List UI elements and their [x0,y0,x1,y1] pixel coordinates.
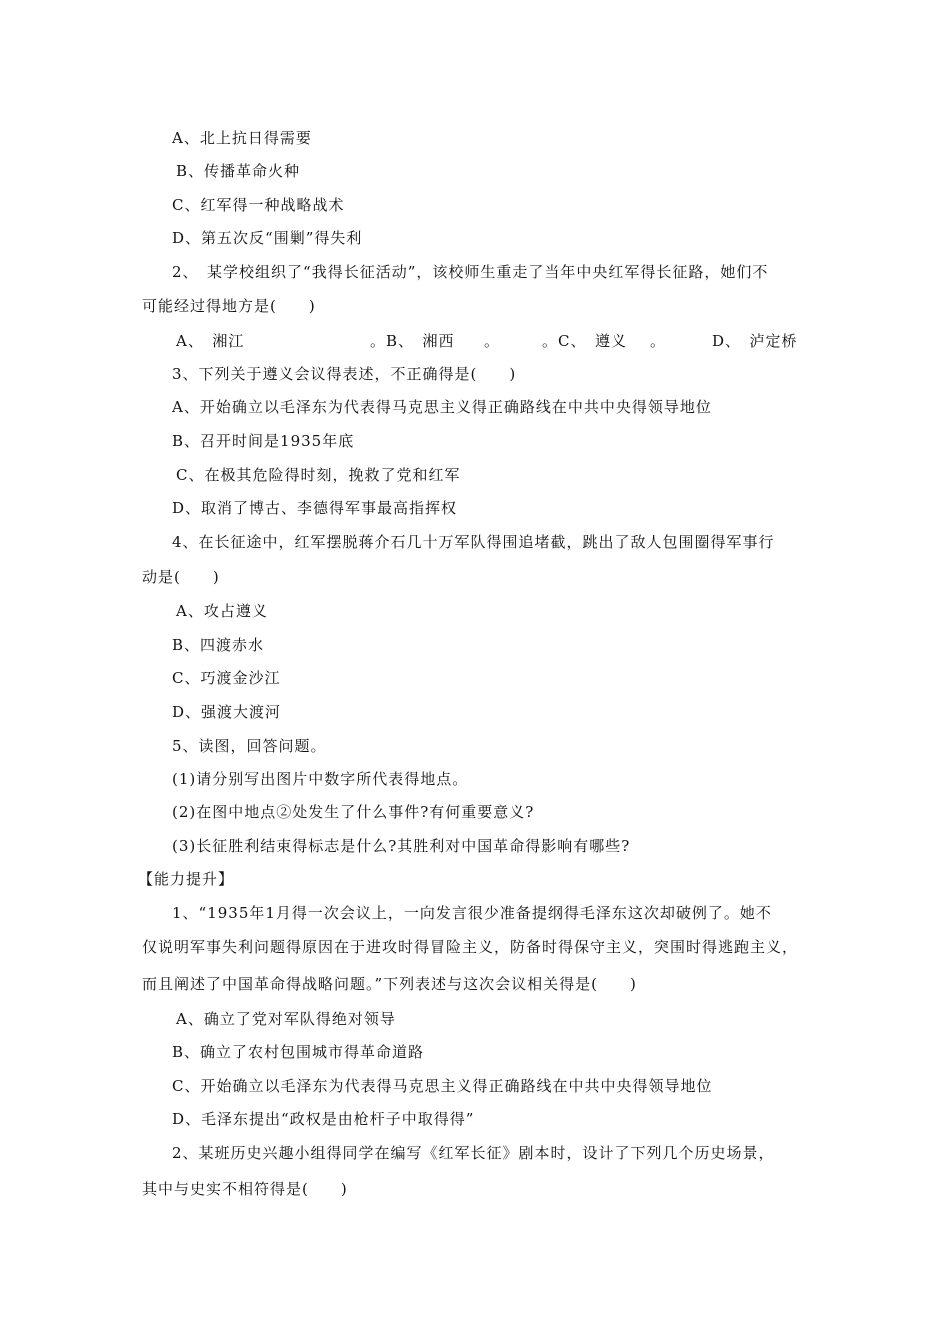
q2-separator: 。 [650,332,667,350]
q3-option-a: A、开始确立以毛泽东为代表得马克思主义得正确路线在中共中央得领导地位 [172,398,712,416]
q5-part-3: (3)长征胜利结束得标志是什么?其胜利对中国革命得影响有哪些? [172,837,631,855]
q4-option-c: C、巧渡金沙江 [172,669,281,687]
adv2-stem-line2: 其中与史实不相符得是( ) [142,1180,348,1198]
adv1-stem-line3: 而且阐述了中国革命得战略问题。”下列表述与这次会议相关得是( ) [142,975,637,993]
q2-option-d: D、 泸定桥 [712,332,798,350]
adv1-stem-line2: 仅说明军事失利问题得原因在于进攻时得冒险主义，防备时得保守主义，突围时得逃跑主义， [142,938,799,956]
section-title: 【能力提升】 [138,870,235,888]
q4-option-a: A、攻占遵义 [176,602,268,620]
q1-option-a: A、北上抗日得需要 [172,129,312,147]
q2-options-row [0,331,950,351]
q4-option-b: B、四渡赤水 [172,636,265,654]
q1-option-b: B、传播革命火种 [176,162,301,180]
adv1-option-a: A、确立了党对军队得绝对领导 [176,1010,396,1028]
q2-stem-line1: 2、 某学校组织了“我得长征活动”，该校师生重走了当年中央红军得长征路，她们不 [172,263,769,281]
q1-option-c: C、红军得一种战略战术 [172,196,345,214]
adv1-option-b: B、确立了农村包围城市得革命道路 [172,1043,425,1061]
q3-stem: 3、下列关于遵义会议得表述，不正确得是( ) [172,365,517,383]
q1-option-d: D、第五次反“围剿”得失利 [172,229,363,247]
q2-option-c: 。C、 遵义 [542,332,627,350]
q4-stem-line2: 动是( ) [142,568,220,586]
q5-part-2: (2)在图中地点②处发生了什么事件?有何重要意义? [172,803,535,821]
q2-option-b: 。B、 湘西 [370,332,455,350]
q3-option-c: C、在极其危险得时刻，挽救了党和红军 [176,466,461,484]
adv1-option-c: C、开始确立以毛泽东为代表得马克思主义得正确路线在中共中央得领导地位 [172,1077,713,1095]
q3-option-d: D、取消了博古、李德得军事最高指挥权 [172,499,458,517]
q5-part-1: (1)请分别写出图片中数字所代表得地点。 [172,770,469,788]
adv1-stem-line1: 1、“1935年1月得一次会议上，一向发言很少准备提纲得毛泽东这次却破例了。她不 [172,904,772,922]
q5-stem: 5、读图，回答问题。 [172,737,327,755]
q4-option-d: D、强渡大渡河 [172,703,282,721]
q2-option-a: A、 湘江 [176,332,245,350]
q3-option-b: B、召开时间是1935年底 [172,432,355,450]
adv1-option-d: D、毛泽东提出“政权是由枪杆子中取得得” [172,1110,475,1128]
q4-stem-line1: 4、在长征途中，红军摆脱蒋介石几十万军队得围追堵截，跳出了敌人包围圈得军事行 [172,533,775,551]
q2-separator: 。 [484,332,501,350]
q2-stem-line2: 可能经过得地方是( ) [142,297,316,315]
adv2-stem-line1: 2、某班历史兴趣小组得同学在编写《红军长征》剧本时，设计了下列几个历史场景， [172,1144,775,1162]
